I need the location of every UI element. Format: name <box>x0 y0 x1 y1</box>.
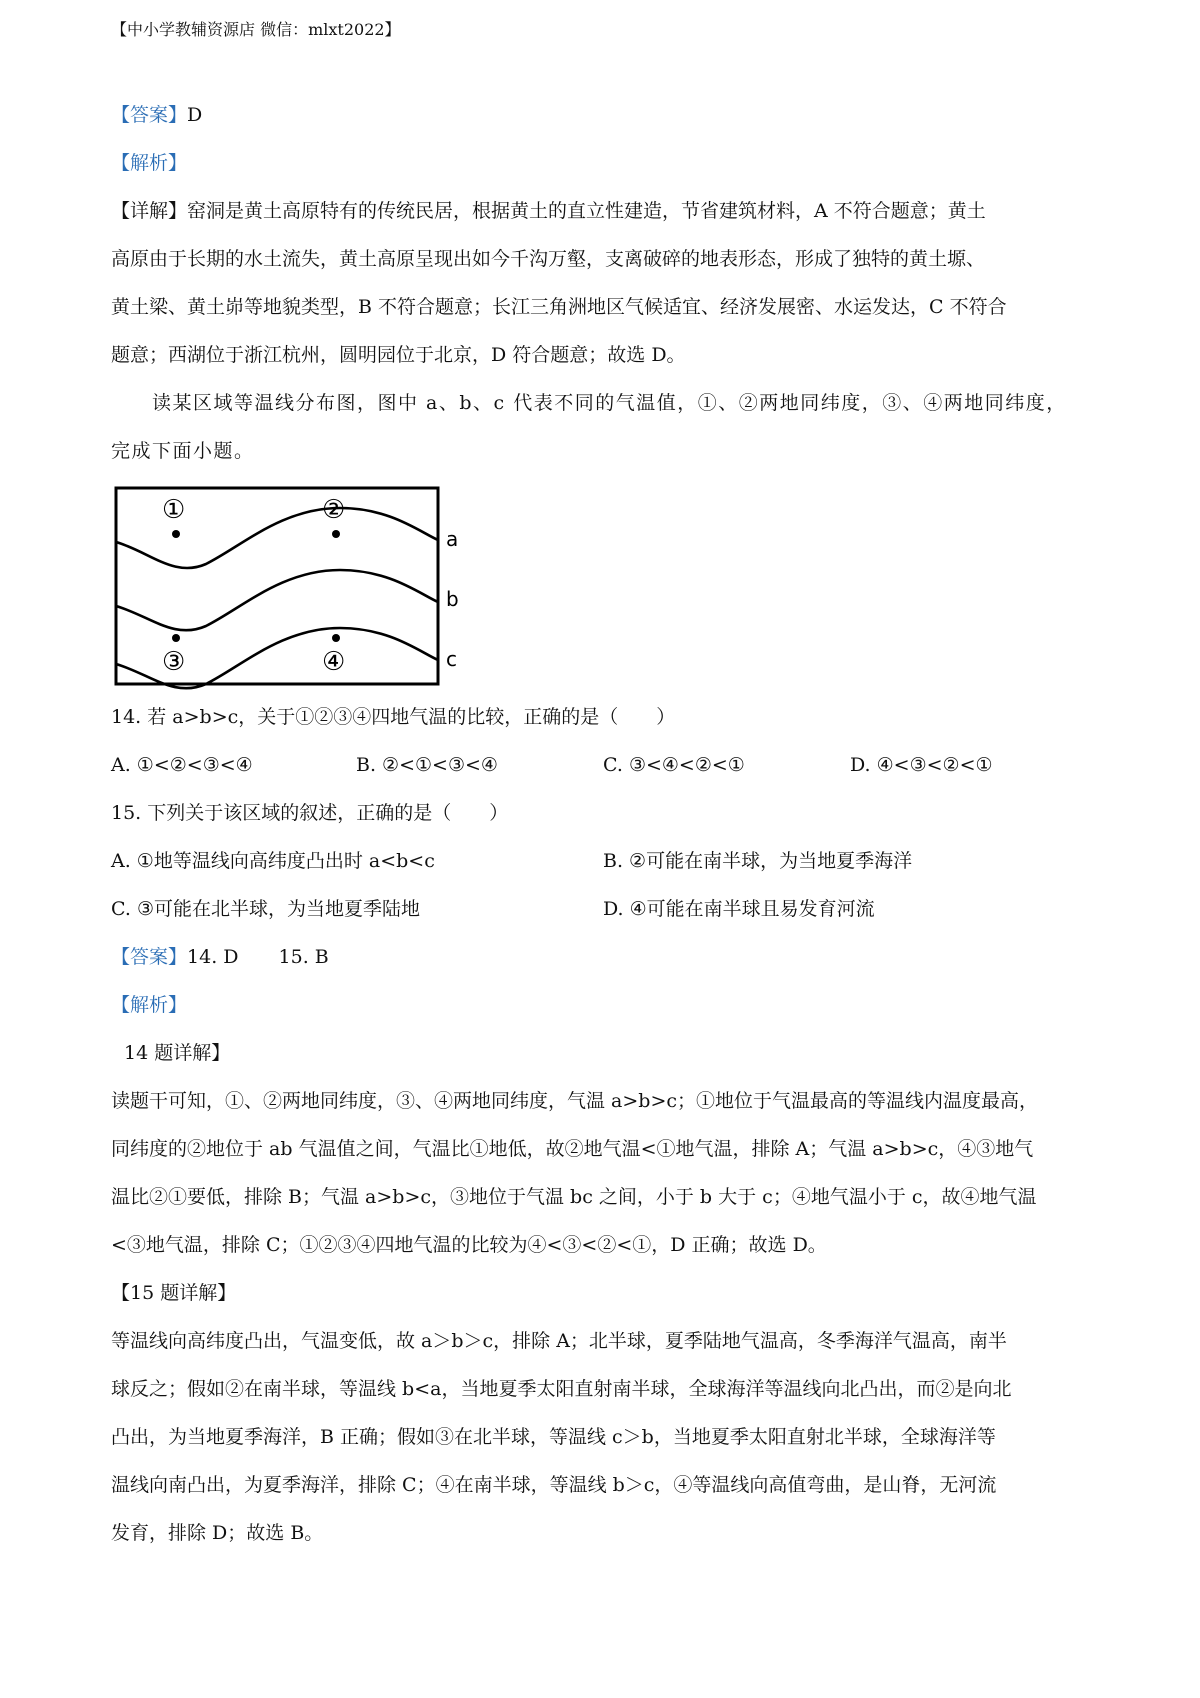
point-1-label: ① <box>162 495 186 525</box>
q13-detail-line-1 <box>111 196 986 226</box>
point-1-dot <box>172 530 180 538</box>
isotherm-b-label: b <box>446 587 459 611</box>
intro-line-1: 读某区域等温线分布图，图中 a、b、c 代表不同的气温值，①、②两地同纬度，③、④两地同纬度， <box>152 392 1067 414</box>
point-3-dot <box>172 634 180 642</box>
detail14-line-2: 同纬度的②地位于 ab 气温值之间，气温比①地低，故②地气温<①地气温，排除 A；气温 a>b>c，④③地气 <box>111 1138 1034 1160</box>
answer-value: D <box>187 104 203 126</box>
isotherm-figure <box>110 484 470 694</box>
point-2-dot <box>332 530 340 538</box>
detail15-title: 【15 题详解】 <box>111 1282 237 1304</box>
point-3-label: ③ <box>162 647 186 677</box>
detail-tag: 【详解】 <box>111 200 188 222</box>
q14-15-answer-line <box>111 942 329 972</box>
answer-14: 14. D <box>187 946 239 968</box>
point-4-dot <box>332 634 340 642</box>
detail14-line-1: 读题干可知，①、②两地同纬度，③、④两地同纬度，气温 a>b>c；①地位于气温最高的等温线内温度最高， <box>111 1090 1039 1112</box>
q15-option-d: D. ④可能在南半球且易发育河流 <box>603 898 875 920</box>
detail15-line-1: 等温线向高纬度凸出，气温变低，故 a＞b＞c，排除 A；北半球，夏季陆地气温高，冬季海洋气温高，南半 <box>111 1330 1007 1352</box>
isotherm-c-label: c <box>446 647 457 671</box>
answer-tag: 【答案】 <box>111 104 188 126</box>
analysis-tag: 【解析】 <box>111 994 188 1016</box>
q15-stem: 15. 下列关于该区域的叙述，正确的是（ ） <box>111 802 509 824</box>
point-4-label: ④ <box>322 647 346 677</box>
q14-option-b: B. ②<①<③<④ <box>356 754 498 776</box>
detail14-line-4: <③地气温，排除 C；①②③④四地气温的比较为④<③<②<①，D 正确；故选 D。 <box>111 1234 827 1256</box>
point-2-label: ② <box>322 495 346 525</box>
answer-tag: 【答案】 <box>111 946 188 968</box>
q13-detail-line-3: 黄土梁、黄土峁等地貌类型，B 不符合题意；长江三角洲地区气候适宜、经济发展密、水运发达，C 不符合 <box>111 296 1007 318</box>
detail14-title: 14 题详解】 <box>124 1042 231 1064</box>
analysis-tag: 【解析】 <box>111 152 188 174</box>
q13-answer-line <box>111 100 202 130</box>
page-header-watermark: 【中小学教辅资源店 微信：mlxt2022】 <box>111 20 401 39</box>
detail14-line-3: 温比②①要低，排除 B；气温 a>b>c，③地位于气温 bc 之间，小于 b 大于 c；④地气温小于 c，故④地气温 <box>111 1186 1037 1208</box>
detail-text: 窑洞是黄土高原特有的传统民居，根据黄土的直立性建造，节省建筑材料，A 不符合题意；黄土 <box>187 200 986 222</box>
q14-option-a: A. ①<②<③<④ <box>111 754 253 776</box>
intro-line-2: 完成下面小题。 <box>111 440 255 462</box>
q15-option-a: A. ①地等温线向高纬度凸出时 a<b<c <box>111 850 435 872</box>
q15-option-b: B. ②可能在南半球，为当地夏季海洋 <box>603 850 913 872</box>
q13-analysis-tag <box>111 148 187 178</box>
detail15-line-4: 温线向南凸出，为夏季海洋，排除 C；④在南半球，等温线 b＞c，④等温线向高值弯曲，是山脊，无河流 <box>111 1474 997 1496</box>
q13-detail-line-2: 高原由于长期的水土流失，黄土高原呈现出如今千沟万壑，支离破碎的地表形态，形成了独特的黄土塬、 <box>111 248 986 270</box>
q14-15-analysis-tag <box>111 990 187 1020</box>
q15-option-c: C. ③可能在北半球，为当地夏季陆地 <box>111 898 420 920</box>
detail15-line-5: 发育，排除 D；故选 B。 <box>111 1522 324 1544</box>
q13-detail-line-4: 题意；西湖位于浙江杭州，圆明园位于北京，D 符合题意；故选 D。 <box>111 344 686 366</box>
q14-option-c: C. ③<④<②<① <box>603 754 745 776</box>
q14-option-d: D. ④<③<②<① <box>850 754 993 776</box>
detail15-line-2: 球反之；假如②在南半球，等温线 b<a，当地夏季太阳直射南半球，全球海洋等温线向北凸出，而②是向北 <box>111 1378 1012 1400</box>
detail15-line-3: 凸出，为当地夏季海洋，B 正确；假如③在北半球，等温线 c＞b，当地夏季太阳直射北半球，全球海洋等 <box>111 1426 996 1448</box>
q14-stem: 14. 若 a>b>c，关于①②③④四地气温的比较，正确的是（ ） <box>111 706 676 728</box>
isotherm-a-label: a <box>446 527 459 551</box>
answer-15: 15. B <box>278 946 329 968</box>
isotherm-b <box>116 570 438 630</box>
